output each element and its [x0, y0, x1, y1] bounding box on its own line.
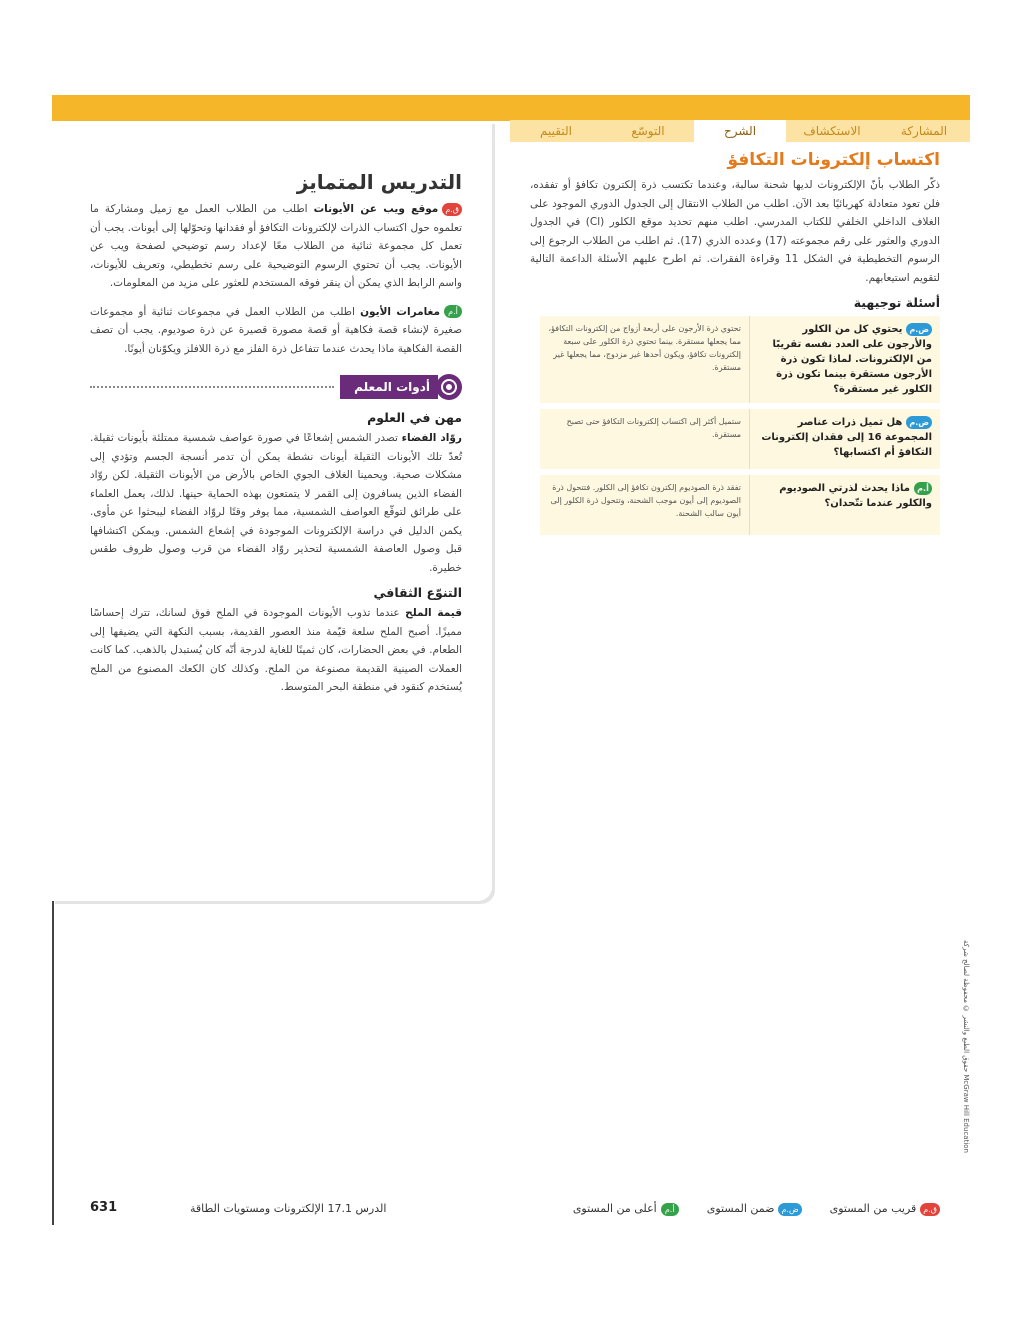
- answer-text: تحتوي ذرة الأرجون على أربعة أزواج من إلكترونات التكافؤ، مما يجعلها مستقرة. بينما تحتوي ذرة الكلور على سبعة إلكترونات تكافؤ، ويكون أحدها غير مزدوج، مما يجعلها غير مستقرة.: [540, 316, 750, 403]
- level-badge: أ.م: [914, 482, 932, 495]
- question-text: أ.مماذا يحدث لذرتي الصوديوم والكلور عندما تتّحدان؟: [779, 483, 932, 509]
- careers-text: روّاد الفضاء تصدر الشمس إشعاعًا في صورة عواصف شمسية ممتلئة بأيونات ثقيلة. تُعدّ تلك الأيونات الثقيلة أيونات نشطة يمكن أن تدمر أنسجة الجسم وتؤدي إلى مشكلات صحية. ويحمينا الغلاف الجوي الخاص بالأرض من الأيونات الثقيلة. لكن روّاد الفضاء الذين يسافرون إلى القمر لا يتمتعون بهذه الحماية حينها. لذلك، يعمل العلماء على طرائق لتوقّع العواصف الشمسية، مما يوفر وقتًا لروّاد الفضاء ليبحثوا عن مأوى. يكمن الدليل في دراسة الإلكترونات الموجودة في إشعاع الشمس. ويمكن اكتشافها قبل وصول العاصفة الشمسية لتحذير روّاد الفضاء من قرب وصول ظروف طقس خطيرة.: [90, 432, 462, 574]
- level-badge: ق.م: [442, 203, 462, 216]
- level-badge: ض.م: [906, 416, 932, 429]
- tab-engage[interactable]: المشاركة: [900, 124, 948, 138]
- tab-evaluate[interactable]: التقييم: [540, 124, 572, 138]
- legend-item: ض.مضمن المستوى: [707, 1202, 802, 1216]
- question-row: [540, 475, 940, 535]
- question-row: [540, 316, 940, 403]
- page-footer: [60, 1200, 940, 1224]
- legend-item: أ.مأعلى من المستوى: [573, 1202, 679, 1216]
- teacher-tools-banner: [90, 374, 462, 400]
- question-row: [540, 409, 940, 469]
- legend-item: ق.مقريب من المستوى: [830, 1202, 940, 1216]
- ion-adventures-title: مغامرات الأيون: [360, 305, 440, 318]
- header-bar: [52, 95, 970, 121]
- tools-label: أدوات المعلم: [340, 375, 438, 399]
- ion-adventures: أ.ممغامرات الأيون اطلب من الطلاب العمل في مجموعات ثنائية أو مجموعات صغيرة لإنشاء قصة فكاهية أو قصة مصورة قصيرة عن ذرة صوديوم. يجب أن تصف القصة الفكاهية ماذا يحدث عندما تتفاعل ذرة الفلز مع ذرة اللافلز ويكوّنان أيونًا.: [90, 305, 462, 355]
- tools-icon: [436, 374, 462, 400]
- section-title: اكتساب إلكترونات التكافؤ: [727, 150, 940, 170]
- tab-explain[interactable]: الشرح: [694, 120, 786, 142]
- answer-text: ستميل أكثر إلى اكتساب إلكترونات التكافؤ حتى تصبح مستقرة.: [540, 409, 750, 469]
- guide-heading: أسئلة توجيهية: [853, 295, 940, 310]
- level-legend: [573, 1202, 940, 1216]
- intro-text: ذكّر الطلاب بأنّ الإلكترونات لديها شحنة سالبة، وعندما تكتسب ذرة إلكترون تكافؤ أو تفقده، فلن تعود متعادلة كهربائيًا بعد الآن. اطلب من الطلاب الانتقال إلى الجدول الدوري الموجود على الغلاف الداخلي الخلفي للكتاب المدرسي. اطلب منهم تحديد موقع الكلور (Cl) في الجدول الدوري والعثور على رقم مجموعته (17) وعدده الذري (17). ثم اطلب من الطلاب الرجوع إلى الرسوم التخطيطية في الشكل 11 وقراءة الفقرات. ثم اطرح عليهم الأسئلة الداعمة التالية لتقويم استيعابهم.: [530, 179, 941, 284]
- web-activity-title: موقع ويب عن الأيونات: [313, 203, 439, 215]
- culture-text: قيمة الملح عندما تذوب الأيونات الموجودة في الملح فوق لسانك، تترك إحساسًا مميزًا. أصبح الملح سلعة قيّمة منذ العصور القديمة، بسبب النكهة التي يضيفها إلى الطعام. في بعض الحضارات، كان ثمينًا للغاية لدرجة أنّه كان يُستبدل بالذهب. كما كانت العملات الصينية القديمة مصنوعة من الملح. وكذلك كان الكعك المصنوع من الملح يُستخدم كنقود في منطقة البحر المتوسط.: [90, 607, 462, 693]
- question-text: ض.مهل تميل ذرات عناصر المجموعة 16 إلى فقدان إلكترونات التكافؤ أم اكتسابها؟: [761, 417, 932, 458]
- dotted-divider: [90, 386, 334, 388]
- culture-title: التنوّع الثقافي: [373, 585, 462, 600]
- questions-table: [540, 316, 940, 535]
- answer-text: تفقد ذرة الصوديوم إلكترون تكافؤ إلى الكلور. فتتحول ذرة الصوديوم إلى أيون موجب الشحنة، وتتحول ذرة الكلور إلى أيون سالب الشحنة.: [540, 475, 750, 535]
- lesson-tabs: [510, 120, 970, 142]
- main-column: [530, 150, 940, 541]
- level-badge: ض.م: [906, 323, 932, 336]
- differentiated-column: [90, 170, 462, 697]
- tab-explore[interactable]: الاستكشاف: [803, 124, 861, 138]
- page-number: 631: [90, 1200, 118, 1215]
- differentiated-title: التدريس المتمايز: [296, 170, 462, 194]
- question-text: ض.ميحتوي كل من الكلور والأرجون على العدد نفسه تقريبًا من الإلكترونات. لماذا تكون ذرة الأرجون مستقرة بينما تكون ذرة الكلور غير مستقرة؟: [772, 324, 932, 395]
- web-activity: ق.مموقع ويب عن الأيونات اطلب من الطلاب العمل مع زميل ومشاركة ما تعلموه حول اكتساب الذرات لإلكترونات التكافؤ أو فقدانها وتحوّلها إلى أيونات. يجب أن تعمل كل مجموعة ثنائية من الطلاب معًا لإعداد رسم توضيحي لصفحة ويب عن الأيونات. يجب أن تحتوي الرسوم التوضيحية على رسم تخطيطي، وتعريف للأيونات، واسم الرابط الذي يمكن أن ينقر فوقه المستخدم للعثور على مزيد من المعلومات.: [90, 203, 462, 289]
- lesson-label: الدرس 17.1 الإلكترونات ومستويات الطاقة: [190, 1202, 387, 1215]
- tab-elaborate[interactable]: التوسّع: [631, 124, 665, 138]
- level-badge: أ.م: [444, 305, 462, 318]
- careers-title: مهن في العلوم: [367, 410, 462, 425]
- copyright-notice: حقوق الطبع والنشر © محفوظة لصالح شركة McGraw Hill Education: [962, 940, 970, 1153]
